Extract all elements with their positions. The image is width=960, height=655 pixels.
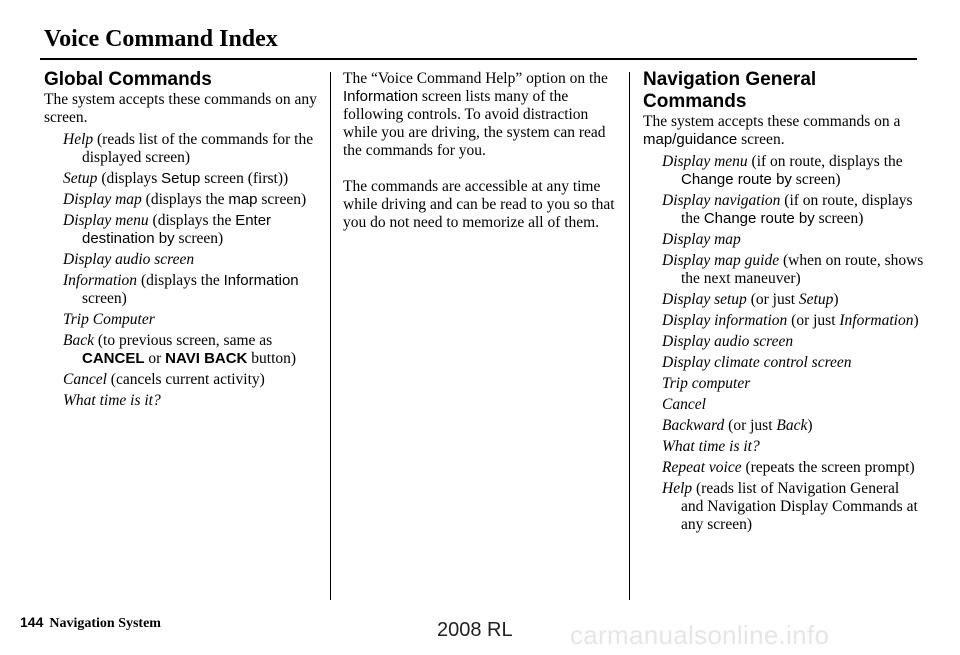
command-entry: Display map (displays the map screen) — [63, 191, 307, 208]
footer-section-name: Navigation System — [49, 616, 161, 631]
command-entry: Display map — [662, 231, 741, 248]
command-entry: Display menu (if on route, displays the Change route by screen) — [662, 153, 903, 188]
command-entry: Back (to previous screen, same as CANCEL or NAVI BACK button) — [63, 332, 297, 367]
page-title: Voice Command Index — [44, 26, 278, 52]
page-number: 144 — [20, 614, 44, 630]
command-entry: Help (reads list of the commands for the displayed screen) — [63, 131, 314, 166]
voice-help-column — [343, 70, 621, 250]
command-entry: Repeat voice (repeats the screen prompt) — [662, 459, 915, 476]
command-entry: Display map guide (when on route, shows the next maneuver) — [662, 252, 924, 287]
navigation-command-list — [643, 153, 925, 534]
command-entry: Display audio screen — [63, 251, 195, 268]
global-commands-column — [44, 69, 324, 413]
command-entry: Display navigation (if on route, displays the Change route by screen) — [662, 192, 913, 227]
command-entry: What time is it? — [63, 392, 161, 409]
column-divider-right — [629, 72, 630, 600]
command-entry: Display information (or just Information) — [662, 312, 919, 329]
model-year-label: 2008 RL — [437, 619, 513, 641]
site-watermark: carmanualsonline.info — [570, 620, 830, 650]
navigation-intro: The system accepts these commands on a map/guidance screen. — [643, 113, 901, 148]
voice-help-paragraph: The “Voice Command Help” option on the Information screen lists many of the following controls. To avoid distraction while you are driving, the system can read the commands for you. — [343, 70, 608, 159]
command-entry: Cancel (cancels current activity) — [63, 371, 265, 388]
command-entry: Display setup (or just Setup) — [662, 291, 839, 308]
command-entry: Information (displays the Information screen) — [63, 272, 299, 307]
global-commands-heading: Global Commands — [44, 69, 212, 90]
command-entry: Trip Computer — [63, 311, 155, 328]
command-entry: Display menu (displays the Enter destination by screen) — [63, 212, 272, 247]
global-command-list — [44, 131, 324, 410]
navigation-commands-column — [643, 69, 925, 537]
page-footer — [20, 614, 161, 632]
command-entry: Display audio screen — [662, 333, 794, 350]
command-entry: Display climate control screen — [662, 354, 852, 371]
command-entry: Cancel — [662, 396, 706, 413]
accessibility-paragraph: The commands are accessible at any time while driving and can be read to you so that you do not need to memorize all of them. — [343, 178, 615, 231]
column-divider-left — [330, 72, 331, 600]
command-entry: Backward (or just Back) — [662, 417, 813, 434]
navigation-commands-heading: Navigation General Commands — [643, 69, 817, 112]
command-entry: Trip computer — [662, 375, 751, 392]
command-entry: Help (reads list of Navigation General and Navigation Display Commands at any screen) — [662, 480, 918, 533]
command-entry: Setup (displays Setup screen (first)) — [63, 170, 289, 187]
title-rule — [40, 58, 917, 60]
command-entry: What time is it? — [662, 438, 760, 455]
global-intro: The system accepts these commands on any screen. — [44, 91, 317, 126]
